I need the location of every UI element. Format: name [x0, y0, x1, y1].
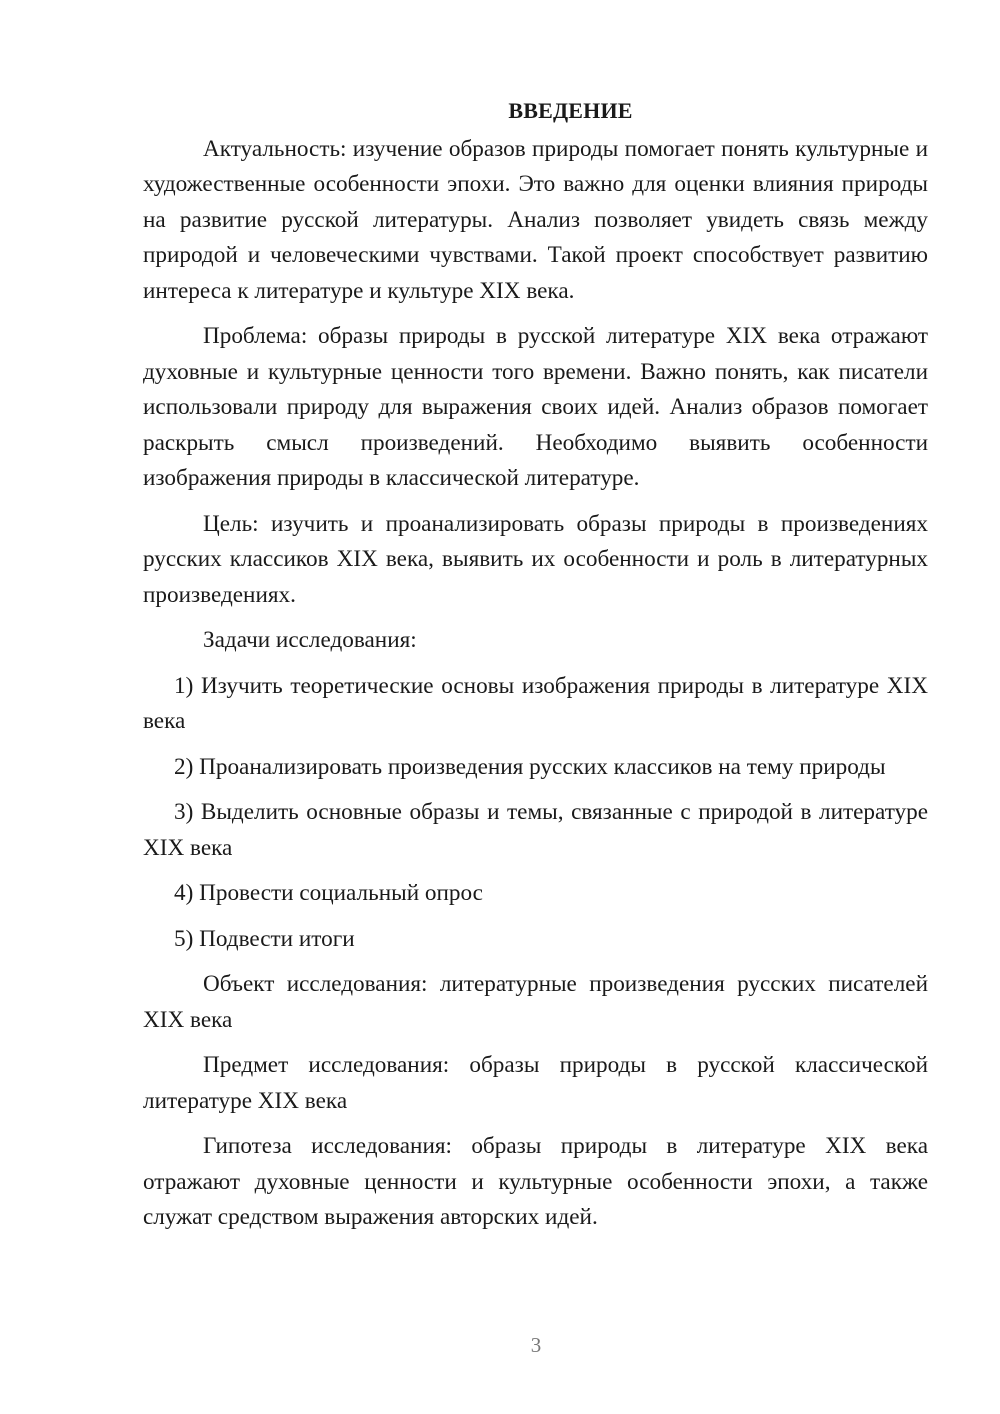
relevance-paragraph: Актуальность: изучение образов природы помогает понять культурные и художественные особенности эпохи. Это важно для оценки влияния природы на развитие русской литературы. Анализ позволяет увидеть связь между природой и человеческими чувствами. Такой проект способствует развитию интереса к литературе и культуре XIX века. — [143, 135, 928, 304]
task-item: 1) Изучить теоретические основы изображения природы в литературе XIX века — [143, 672, 928, 734]
task-item: 2) Проанализировать произведения русских классиков на тему природы — [174, 753, 886, 780]
section-title: ВВЕДЕНИЕ — [508, 98, 633, 123]
page-number: 3 — [530, 1333, 542, 1357]
task-item: 5) Подвести итоги — [174, 925, 355, 952]
hypothesis-paragraph: Гипотеза исследования: образы природы в литературе XIX века отражают духовные ценности и культурные особенности эпохи, а также служат средством выражения авторских идей. — [143, 1133, 928, 1230]
document-body — [143, 93, 928, 1246]
goal-paragraph: Цель: изучить и проанализировать образы природы в произведениях русских классиков XIX века, выявить их особенности и роль в литературных произведениях. — [143, 510, 928, 608]
task-item: 3) Выделить основные образы и темы, связанные с природой в литературе XIX века — [143, 799, 928, 861]
research-object-paragraph: Объект исследования: литературные произведения русских писателей XIX века — [143, 971, 928, 1033]
tasks-heading: Задачи исследования: — [203, 627, 417, 653]
task-item: 4) Провести социальный опрос — [174, 880, 483, 906]
research-subject-paragraph: Предмет исследования: образы природы в русской классической литературе XIX века — [143, 1052, 928, 1114]
problem-paragraph: Проблема: образы природы в русской литературе XIX века отражают духовные и культурные ценности того времени. Важно понять, как писатели использовали природу для выражения своих идей. Анализ образов помогает раскрыть смысл произведений. Необходимо выявить особенности изображения природы в классической литературе. — [143, 323, 928, 491]
